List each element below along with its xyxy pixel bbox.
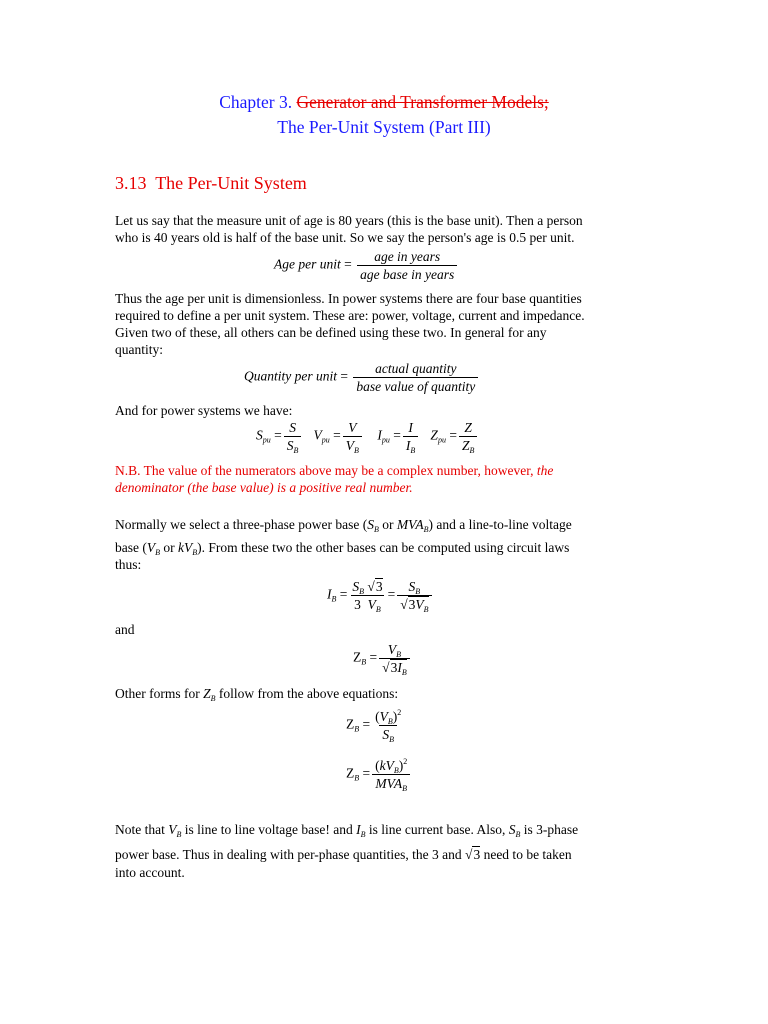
note-line-3: into account. — [115, 865, 185, 880]
para-2-line-2: required to define a per unit system. These are: power, voltage, current and impedance. — [115, 308, 585, 323]
note-d: is 3-phase — [520, 822, 579, 837]
nb-line-1 — [115, 462, 553, 479]
and-text: and — [115, 622, 135, 637]
p4-l2-a: base ( — [115, 540, 147, 555]
equation-zb-vb-sb: $Z_B$ = $\frac{(V_B)^2}{S_B}$ — [346, 708, 402, 744]
eq-age-lhs: Age per unit — [274, 256, 341, 272]
struck-title: Generator and Transformer Models; — [296, 92, 549, 112]
p4-text-b: ) and a line-to-line voltage — [428, 517, 572, 532]
para-2-line-1: Thus the age per unit is dimensionless. In power systems there are four base quantities — [115, 291, 582, 306]
p4-or: or — [378, 517, 397, 532]
equation-zb: $Z_B$ = $\frac{V_B}{√3I_B}$ — [353, 641, 412, 676]
para-4-line-3: thus: — [115, 557, 142, 572]
para-4-line-1: Normally we select a three-phase power base ($S_B$ or $MVA_B$) and a line-to-line voltage — [115, 517, 572, 534]
eq-qty-lhs: Quantity per unit — [244, 368, 337, 384]
note-line-1: Note that $V_B$ is line to line voltage base! and $I_B$ is line current base. Also, $S_B$ is 3-phase — [115, 822, 579, 839]
note-l2-b: need to be taken — [480, 847, 572, 862]
other-a: Other forms for — [115, 686, 204, 701]
note-l2-a: power base. Thus in dealing with per-phase quantities, the 3 and — [115, 847, 466, 862]
chapter-heading — [0, 92, 768, 113]
para-3: And for power systems we have: — [115, 403, 293, 418]
eq-age-num: age in years — [374, 249, 441, 264]
chapter-label: Chapter 3. — [219, 92, 293, 112]
para-2-line-4: quantity: — [115, 342, 163, 357]
para-2-line-3: Given two of these, all others can be defined using these two. In general for any — [115, 325, 547, 340]
equation-quantity-per-unit: Quantity per unit = $\frac{\text{actual quantity}}{\text{base value of quantity}}$ — [244, 360, 480, 395]
equation-ib: $I_B$ = $\frac{S_B √3}{3 V_B}$ = $\frac{S_B}{√3V_B}$ — [327, 578, 434, 613]
nb-text: N.B. The value of the numerators above may be a complex number, however, — [115, 463, 537, 478]
nb-italic-line-2: denominator (the base value) is a positive real number. — [115, 480, 413, 495]
other-b: follow from the above equations: — [215, 686, 399, 701]
para-1-line-2: who is 40 years old is half of the base unit. So we say the person's age is 0.5 per unit. — [115, 230, 575, 245]
nb-line-2 — [115, 479, 413, 496]
note-a: Note that — [115, 822, 169, 837]
section-number: 3.13 — [115, 173, 147, 193]
nb-italic: the — [536, 463, 554, 478]
section-title: The Per-Unit System — [155, 173, 307, 193]
eq-qty-num: actual quantity — [375, 361, 457, 376]
eq-qty-den: base value of quantity — [353, 377, 478, 395]
equation-age-per-unit: Age per unit = $\frac{\text{age in years}}{\text{age base in years}}$ — [274, 248, 459, 283]
section-heading — [115, 173, 307, 194]
note-c: is line current base. Also, — [365, 822, 509, 837]
p4-or-2: or — [160, 540, 178, 555]
eq-age-den: age base in years — [357, 265, 457, 283]
equation-zb-kvb-mvab: $Z_B$ = $\frac{(kV_B)^2}{MVA_B}$ — [346, 757, 412, 792]
note-line-2: power base. Thus in dealing with per-phase quantities, the 3 and √3 need to be taken — [115, 847, 572, 862]
p4-text-a: Normally we select a three-phase power base ( — [115, 517, 368, 532]
chapter-subtitle: The Per-Unit System (Part III) — [277, 117, 491, 137]
other-forms-text: Other forms for $Z_B$ follow from the above equations: — [115, 686, 399, 703]
para-4-line-2: base ($V_B$ or $kV_B$). From these two the other bases can be computed using circuit laws — [115, 540, 570, 557]
note-b: is line to line voltage base! and — [181, 822, 357, 837]
equation-per-unit-ratios: $S_{pu}$ = $\frac{S}{S_B}$ $V_{pu}$ = $\frac{V}{V_B}$ $I_{pu}$ = $\frac{I}{I_B}$ $Z_{pu}$ = $\frac{Z}{Z_B}$ — [256, 419, 479, 454]
para-1-line-1: Let us say that the measure unit of age is 80 years (this is the base unit). Then a person — [115, 213, 583, 228]
p4-l2-b: ). From these two the other bases can be computed using circuit laws — [197, 540, 570, 555]
